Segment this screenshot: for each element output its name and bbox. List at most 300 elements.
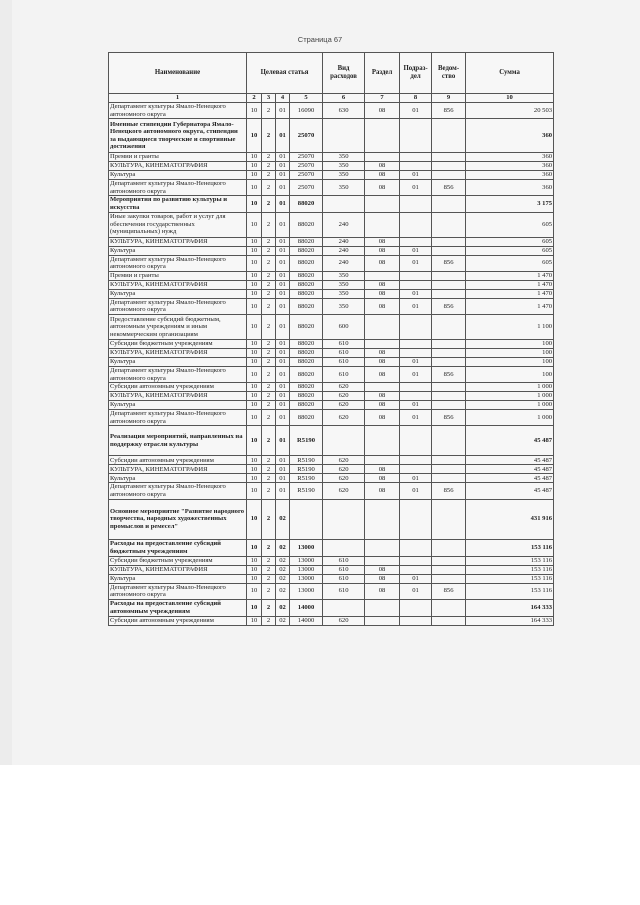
row-target-code: 25070 xyxy=(290,162,323,171)
row-col3: 2 xyxy=(262,314,276,339)
table-row xyxy=(109,565,554,574)
column-number: 3 xyxy=(262,94,276,103)
row-col3: 2 xyxy=(262,410,276,426)
row-section: 08 xyxy=(365,298,400,314)
row-department xyxy=(432,539,466,556)
row-target-code: 88020 xyxy=(290,383,323,392)
header-expense: Вид расходов xyxy=(323,53,365,94)
row-target-code: 14000 xyxy=(290,599,323,616)
row-sum: 45 487 xyxy=(466,474,554,483)
row-sum: 100 xyxy=(466,357,554,366)
row-col2: 10 xyxy=(247,401,262,410)
row-col3: 2 xyxy=(262,339,276,348)
row-target-code: R5190 xyxy=(290,483,323,499)
row-target-code: 13000 xyxy=(290,583,323,599)
row-subsection xyxy=(400,456,432,465)
row-section: 08 xyxy=(365,574,400,583)
row-department xyxy=(432,237,466,246)
row-target-code: 88020 xyxy=(290,237,323,246)
table-row xyxy=(109,465,554,474)
header-sum: Сумма xyxy=(466,53,554,94)
row-col2: 10 xyxy=(247,119,262,153)
row-expense-type: 350 xyxy=(323,153,365,162)
row-col4: 01 xyxy=(276,271,290,280)
row-sum: 1 470 xyxy=(466,271,554,280)
row-expense-type: 610 xyxy=(323,366,365,382)
row-department xyxy=(432,280,466,289)
row-section xyxy=(365,539,400,556)
table-row xyxy=(109,103,554,119)
row-subsection xyxy=(400,280,432,289)
row-subsection xyxy=(400,565,432,574)
row-sum: 20 503 xyxy=(466,103,554,119)
row-subsection: 01 xyxy=(400,246,432,255)
row-name: Субсидии автономным учреждениям xyxy=(109,456,247,465)
table-row xyxy=(109,357,554,366)
row-expense-type xyxy=(323,426,365,456)
row-sum: 360 xyxy=(466,119,554,153)
row-name: КУЛЬТУРА, КИНЕМАТОГРАФИЯ xyxy=(109,565,247,574)
row-col3: 2 xyxy=(262,171,276,180)
row-col3: 2 xyxy=(262,499,276,539)
row-name: Департамент культуры Ямало-Ненецкого автономного округа xyxy=(109,583,247,599)
row-subsection xyxy=(400,153,432,162)
row-section xyxy=(365,383,400,392)
row-name: Мероприятия по развитию культуры и искусства xyxy=(109,196,247,212)
row-col3: 2 xyxy=(262,280,276,289)
row-name: Департамент культуры Ямало-Ненецкого автономного округа xyxy=(109,298,247,314)
table-body xyxy=(109,94,554,626)
row-sum: 360 xyxy=(466,153,554,162)
row-sum: 153 116 xyxy=(466,583,554,599)
table-row xyxy=(109,348,554,357)
row-section xyxy=(365,196,400,212)
row-sum: 360 xyxy=(466,171,554,180)
row-section: 08 xyxy=(365,392,400,401)
table-row xyxy=(109,383,554,392)
row-col4: 01 xyxy=(276,383,290,392)
row-name: Реализация мероприятий, направленных на поддержку отрасли культуры xyxy=(109,426,247,456)
row-col4: 01 xyxy=(276,180,290,196)
row-expense-type: 350 xyxy=(323,271,365,280)
row-target-code: 25070 xyxy=(290,180,323,196)
row-subsection xyxy=(400,339,432,348)
row-col2: 10 xyxy=(247,357,262,366)
row-name: КУЛЬТУРА, КИНЕМАТОГРАФИЯ xyxy=(109,392,247,401)
row-target-code: 13000 xyxy=(290,565,323,574)
row-subsection: 01 xyxy=(400,474,432,483)
row-sum: 153 116 xyxy=(466,565,554,574)
row-subsection xyxy=(400,237,432,246)
row-target-code: 13000 xyxy=(290,574,323,583)
row-target-code xyxy=(290,499,323,539)
row-col2: 10 xyxy=(247,103,262,119)
row-department xyxy=(432,271,466,280)
row-target-code: 88020 xyxy=(290,339,323,348)
row-expense-type: 610 xyxy=(323,565,365,574)
row-department xyxy=(432,474,466,483)
row-section: 08 xyxy=(365,583,400,599)
row-target-code: 14000 xyxy=(290,616,323,625)
row-sum: 1 470 xyxy=(466,280,554,289)
row-col2: 10 xyxy=(247,298,262,314)
row-subsection: 01 xyxy=(400,171,432,180)
row-col2: 10 xyxy=(247,348,262,357)
table-row xyxy=(109,556,554,565)
row-section xyxy=(365,556,400,565)
row-col4: 01 xyxy=(276,237,290,246)
row-col2: 10 xyxy=(247,280,262,289)
row-name: КУЛЬТУРА, КИНЕМАТОГРАФИЯ xyxy=(109,162,247,171)
row-sum: 153 116 xyxy=(466,574,554,583)
row-department xyxy=(432,465,466,474)
row-subsection xyxy=(400,162,432,171)
row-col2: 10 xyxy=(247,574,262,583)
row-col4: 02 xyxy=(276,539,290,556)
row-col2: 10 xyxy=(247,616,262,625)
row-col2: 10 xyxy=(247,255,262,271)
row-expense-type: 350 xyxy=(323,180,365,196)
table-row xyxy=(109,212,554,237)
row-col4: 01 xyxy=(276,298,290,314)
row-sum: 153 116 xyxy=(466,556,554,565)
row-subsection xyxy=(400,426,432,456)
row-target-code: 25070 xyxy=(290,153,323,162)
row-target-code: 88020 xyxy=(290,401,323,410)
row-col4: 01 xyxy=(276,474,290,483)
column-number: 9 xyxy=(432,94,466,103)
table-row xyxy=(109,171,554,180)
row-department: 856 xyxy=(432,255,466,271)
row-col3: 2 xyxy=(262,474,276,483)
row-sum: 45 487 xyxy=(466,426,554,456)
row-subsection xyxy=(400,348,432,357)
row-col4: 02 xyxy=(276,616,290,625)
row-target-code: 16090 xyxy=(290,103,323,119)
row-expense-type: 620 xyxy=(323,410,365,426)
row-subsection xyxy=(400,196,432,212)
row-col3: 2 xyxy=(262,348,276,357)
row-name: Культура xyxy=(109,401,247,410)
row-name: Субсидии автономным учреждениям xyxy=(109,383,247,392)
row-col4: 02 xyxy=(276,565,290,574)
row-section: 08 xyxy=(365,171,400,180)
row-col4: 01 xyxy=(276,289,290,298)
row-col4: 01 xyxy=(276,465,290,474)
row-sum: 1 000 xyxy=(466,392,554,401)
table-header-row xyxy=(109,53,554,94)
row-section xyxy=(365,271,400,280)
row-col4: 01 xyxy=(276,339,290,348)
row-section xyxy=(365,153,400,162)
row-target-code: 88020 xyxy=(290,410,323,426)
row-department xyxy=(432,339,466,348)
row-col2: 10 xyxy=(247,180,262,196)
row-subsection: 01 xyxy=(400,298,432,314)
row-sum: 45 487 xyxy=(466,465,554,474)
row-col3: 2 xyxy=(262,574,276,583)
row-col3: 2 xyxy=(262,298,276,314)
row-col2: 10 xyxy=(247,456,262,465)
row-col3: 2 xyxy=(262,565,276,574)
row-name: Иные закупки товаров, работ и услуг для обеспечения государственных (муниципальных) нужд xyxy=(109,212,247,237)
row-name: Департамент культуры Ямало-Ненецкого автономного округа xyxy=(109,180,247,196)
row-expense-type: 240 xyxy=(323,246,365,255)
row-col4: 01 xyxy=(276,153,290,162)
row-expense-type: 350 xyxy=(323,171,365,180)
row-name: Департамент культуры Ямало-Ненецкого автономного округа xyxy=(109,103,247,119)
row-expense-type: 620 xyxy=(323,383,365,392)
table-row xyxy=(109,392,554,401)
row-target-code: 88020 xyxy=(290,298,323,314)
row-expense-type: 620 xyxy=(323,392,365,401)
row-col4: 01 xyxy=(276,357,290,366)
row-target-code: 88020 xyxy=(290,348,323,357)
row-expense-type: 350 xyxy=(323,162,365,171)
row-expense-type: 620 xyxy=(323,456,365,465)
row-subsection xyxy=(400,499,432,539)
row-department xyxy=(432,565,466,574)
row-department: 856 xyxy=(432,298,466,314)
row-col4: 01 xyxy=(276,255,290,271)
row-expense-type xyxy=(323,196,365,212)
table-row xyxy=(109,366,554,382)
row-col3: 2 xyxy=(262,162,276,171)
row-sum: 1 000 xyxy=(466,410,554,426)
row-col4: 01 xyxy=(276,171,290,180)
row-sum: 100 xyxy=(466,348,554,357)
row-department xyxy=(432,119,466,153)
row-col2: 10 xyxy=(247,339,262,348)
row-section xyxy=(365,339,400,348)
row-section: 08 xyxy=(365,103,400,119)
header-name: Наименование xyxy=(109,53,247,94)
row-department xyxy=(432,357,466,366)
row-subsection xyxy=(400,616,432,625)
table-row xyxy=(109,401,554,410)
row-name: КУЛЬТУРА, КИНЕМАТОГРАФИЯ xyxy=(109,237,247,246)
row-department xyxy=(432,392,466,401)
row-subsection: 01 xyxy=(400,583,432,599)
row-name: КУЛЬТУРА, КИНЕМАТОГРАФИЯ xyxy=(109,465,247,474)
row-sum: 164 333 xyxy=(466,616,554,625)
row-section: 08 xyxy=(365,348,400,357)
row-col4: 02 xyxy=(276,499,290,539)
column-number: 4 xyxy=(276,94,290,103)
row-col4: 01 xyxy=(276,314,290,339)
table-row xyxy=(109,246,554,255)
row-department xyxy=(432,383,466,392)
row-name: Департамент культуры Ямало-Ненецкого автономного округа xyxy=(109,366,247,382)
row-col3: 2 xyxy=(262,289,276,298)
row-department: 856 xyxy=(432,410,466,426)
row-section: 08 xyxy=(365,255,400,271)
row-sum: 360 xyxy=(466,162,554,171)
row-expense-type: 600 xyxy=(323,314,365,339)
table-row xyxy=(109,574,554,583)
row-target-code: 88020 xyxy=(290,246,323,255)
row-name: Предоставление субсидий бюджетным, автономным учреждениям и иным некоммерческим организациям xyxy=(109,314,247,339)
column-number: 1 xyxy=(109,94,247,103)
table-row xyxy=(109,539,554,556)
row-department xyxy=(432,153,466,162)
row-expense-type: 620 xyxy=(323,616,365,625)
row-target-code: R5190 xyxy=(290,465,323,474)
row-target-code: 25070 xyxy=(290,119,323,153)
row-col2: 10 xyxy=(247,196,262,212)
row-col4: 01 xyxy=(276,162,290,171)
row-col3: 2 xyxy=(262,357,276,366)
row-sum: 360 xyxy=(466,180,554,196)
column-number: 6 xyxy=(323,94,365,103)
row-expense-type: 240 xyxy=(323,255,365,271)
row-department xyxy=(432,196,466,212)
row-target-code: 13000 xyxy=(290,539,323,556)
row-col3: 2 xyxy=(262,465,276,474)
row-department xyxy=(432,289,466,298)
row-department xyxy=(432,314,466,339)
row-section: 08 xyxy=(365,280,400,289)
row-sum: 1 000 xyxy=(466,383,554,392)
table-row xyxy=(109,616,554,625)
row-sum: 605 xyxy=(466,237,554,246)
row-col4: 01 xyxy=(276,401,290,410)
row-section: 08 xyxy=(365,474,400,483)
table-row xyxy=(109,583,554,599)
row-name: Расходы на предоставление субсидий автономным учреждениям xyxy=(109,599,247,616)
header-section: Раздел xyxy=(365,53,400,94)
row-expense-type: 240 xyxy=(323,237,365,246)
row-col3: 2 xyxy=(262,539,276,556)
row-sum: 1 470 xyxy=(466,298,554,314)
row-subsection xyxy=(400,465,432,474)
header-subsection: Подраз-дел xyxy=(400,53,432,94)
row-expense-type: 350 xyxy=(323,298,365,314)
row-col3: 2 xyxy=(262,616,276,625)
row-col2: 10 xyxy=(247,246,262,255)
row-col4: 01 xyxy=(276,119,290,153)
row-col2: 10 xyxy=(247,483,262,499)
page-shadow-edge xyxy=(0,0,12,765)
page-number-header: Страница 67 xyxy=(297,35,343,44)
row-col4: 01 xyxy=(276,103,290,119)
row-section: 08 xyxy=(365,237,400,246)
table-row xyxy=(109,180,554,196)
row-col3: 2 xyxy=(262,599,276,616)
row-name: Культура xyxy=(109,246,247,255)
table-row xyxy=(109,483,554,499)
table-row xyxy=(109,339,554,348)
row-name: КУЛЬТУРА, КИНЕМАТОГРАФИЯ xyxy=(109,348,247,357)
row-section xyxy=(365,616,400,625)
row-subsection: 01 xyxy=(400,255,432,271)
row-col2: 10 xyxy=(247,410,262,426)
row-name: Премии и гранты xyxy=(109,271,247,280)
row-department xyxy=(432,574,466,583)
row-col3: 2 xyxy=(262,180,276,196)
row-col3: 2 xyxy=(262,196,276,212)
row-target-code: 88020 xyxy=(290,357,323,366)
table-row xyxy=(109,196,554,212)
table-row xyxy=(109,456,554,465)
row-col4: 02 xyxy=(276,556,290,565)
row-col2: 10 xyxy=(247,599,262,616)
row-col3: 2 xyxy=(262,246,276,255)
row-target-code: 88020 xyxy=(290,271,323,280)
row-col3: 2 xyxy=(262,483,276,499)
row-col2: 10 xyxy=(247,314,262,339)
table-row xyxy=(109,153,554,162)
row-col4: 01 xyxy=(276,426,290,456)
row-col2: 10 xyxy=(247,565,262,574)
row-expense-type: 610 xyxy=(323,348,365,357)
row-name: Субсидии автономным учреждениям xyxy=(109,616,247,625)
row-expense-type: 610 xyxy=(323,357,365,366)
row-section: 08 xyxy=(365,465,400,474)
row-col3: 2 xyxy=(262,103,276,119)
row-name: Основное мероприятие "Развитие народного творчества, народных художественных промыслов и ремесел" xyxy=(109,499,247,539)
row-sum: 100 xyxy=(466,339,554,348)
row-col2: 10 xyxy=(247,171,262,180)
row-col3: 2 xyxy=(262,401,276,410)
row-subsection: 01 xyxy=(400,180,432,196)
row-department xyxy=(432,426,466,456)
row-col3: 2 xyxy=(262,237,276,246)
row-col2: 10 xyxy=(247,366,262,382)
row-sum: 1 470 xyxy=(466,289,554,298)
row-department xyxy=(432,556,466,565)
row-expense-type: 610 xyxy=(323,574,365,583)
row-col2: 10 xyxy=(247,583,262,599)
row-expense-type xyxy=(323,119,365,153)
row-section: 08 xyxy=(365,366,400,382)
row-expense-type: 620 xyxy=(323,465,365,474)
row-col4: 01 xyxy=(276,456,290,465)
row-subsection xyxy=(400,556,432,565)
column-number: 7 xyxy=(365,94,400,103)
row-sum: 605 xyxy=(466,212,554,237)
row-department xyxy=(432,401,466,410)
row-col2: 10 xyxy=(247,426,262,456)
row-col4: 01 xyxy=(276,392,290,401)
row-expense-type: 610 xyxy=(323,339,365,348)
row-expense-type: 610 xyxy=(323,583,365,599)
row-col4: 01 xyxy=(276,212,290,237)
row-expense-type xyxy=(323,539,365,556)
row-department: 856 xyxy=(432,180,466,196)
row-col2: 10 xyxy=(247,212,262,237)
row-target-code: 88020 xyxy=(290,255,323,271)
row-col3: 2 xyxy=(262,556,276,565)
row-target-code: 13000 xyxy=(290,556,323,565)
row-subsection: 01 xyxy=(400,357,432,366)
row-col4: 02 xyxy=(276,574,290,583)
row-name: Культура xyxy=(109,474,247,483)
row-col4: 02 xyxy=(276,599,290,616)
row-target-code: 88020 xyxy=(290,212,323,237)
row-subsection xyxy=(400,314,432,339)
row-subsection xyxy=(400,212,432,237)
row-sum: 100 xyxy=(466,366,554,382)
row-expense-type xyxy=(323,599,365,616)
row-section: 08 xyxy=(365,289,400,298)
table-row xyxy=(109,474,554,483)
row-department xyxy=(432,246,466,255)
row-subsection xyxy=(400,119,432,153)
row-col4: 01 xyxy=(276,483,290,499)
row-name: Департамент культуры Ямало-Ненецкого автономного округа xyxy=(109,410,247,426)
row-department xyxy=(432,499,466,539)
